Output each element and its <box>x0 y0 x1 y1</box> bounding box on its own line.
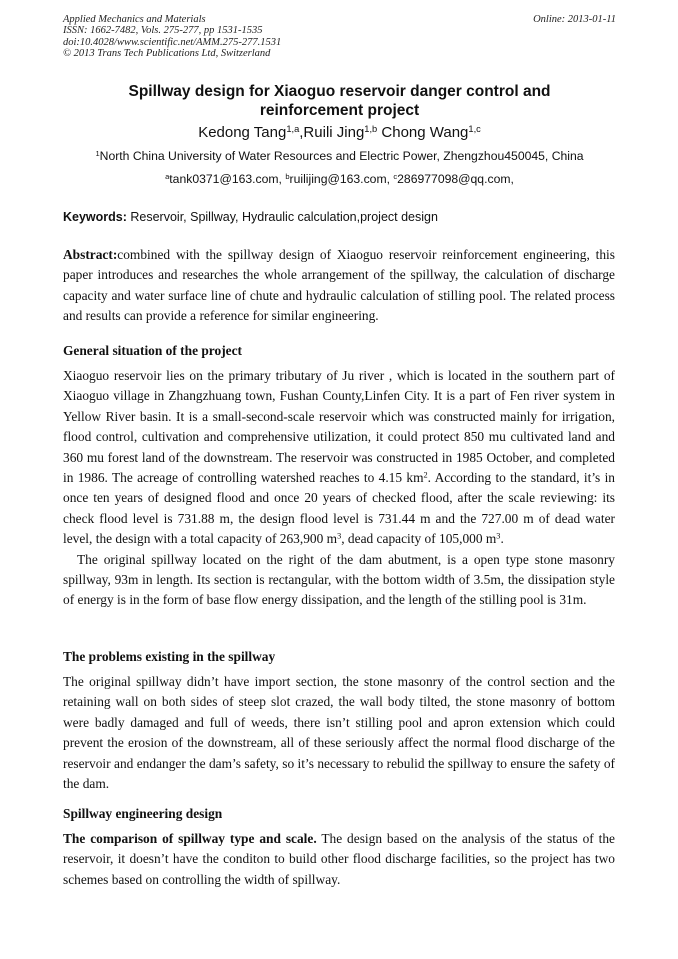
keywords-label: Keywords: <box>63 210 127 224</box>
keywords-text: Reservoir, Spillway, Hydraulic calculation,project design <box>126 210 438 224</box>
title-line-1: Spillway design for Xiaoguo reservoir danger control and <box>128 83 551 100</box>
affiliation-sup: 1 <box>95 148 100 158</box>
keywords <box>63 209 616 225</box>
author-name: ,Ruili Jing <box>299 124 365 141</box>
abstract-label: Abstract: <box>63 247 118 262</box>
paragraph-lead: The comparison of spillway type and scale. <box>63 831 317 846</box>
paragraph-text: , dead capacity of 105,000 m <box>341 531 497 547</box>
paragraph <box>63 829 615 890</box>
issn-line: ISSN: 1662-7482, Vols. 275-277, pp 1531-1535 <box>63 25 263 37</box>
superscript: 3 <box>496 531 501 541</box>
title-line-2: reinforcement project <box>259 102 420 119</box>
email-address: ruilijing@163.com, <box>289 172 394 186</box>
affiliation-text: North China University of Water Resources and Electric Power, Zhengzhou450045, China <box>99 149 584 163</box>
paragraph-text: The design based on the analysis of the status of the reservoir, it doesn’t have the conditon to build other flood discharge facilities, so the project has two schemes based on controlling the width of spillway. <box>63 831 615 887</box>
paragraph-text: Xiaoguo reservoir lies on the primary tributary of Ju river , which is located in the southern part of Xiaoguo village in Zhangzhuang town, Fushan County,Linfen City. It is a part of Fen river system in Yellow River basin. It is a small-second-scale reservoir which was constructed mainly for irrigation, flood control, cultivation and comprehensive utilization, it could protect 850 mu cultivated land and 360 mu forest land of the downstream. The reservoir was constructed in 1985 October, and completed in 1986. The acreage of controlling watershed reaches to 4.15 km <box>63 368 615 486</box>
online-date: Online: 2013-01-11 <box>533 14 616 25</box>
journal-name: Applied Mechanics and Materials <box>63 14 206 25</box>
author-sup: 1,b <box>364 123 378 134</box>
email-list <box>63 172 616 187</box>
journal-header <box>63 14 616 59</box>
author-name: Chong Wang <box>377 124 469 141</box>
affiliation <box>63 149 616 164</box>
abstract-text: combined with the spillway design of Xiaoguo reservoir reinforcement engineering, this paper introduces and researches the whole arrangement of the spillway, the calculation of discharge capacity and water surface line of chute and hydraulic calculation of stilling pool. The related process and results can provide a reference for similar engineering. <box>63 247 615 324</box>
copyright-line: © 2013 Trans Tech Publications Ltd, Switzerland <box>63 47 271 59</box>
paper-title <box>63 82 616 120</box>
superscript: 2 <box>423 470 428 480</box>
paragraph <box>63 366 615 550</box>
section-design-body <box>63 829 615 890</box>
section-heading-problems: The problems existing in the spillway <box>63 649 276 664</box>
superscript: 3 <box>337 531 342 541</box>
section-problems-body <box>63 672 615 794</box>
author-list <box>63 124 616 142</box>
email-address: 286977098@qq.com, <box>397 172 514 186</box>
doi-line: doi:10.4028/www.scientific.net/AMM.275-277.1531 <box>63 36 282 48</box>
author-sup: 1,a <box>286 123 300 134</box>
paragraph: The original spillway didn’t have import section, the stone masonry of the control section and the retaining wall on both sides of steep slot crazed, the wall body tilted, the stone masonry of bottom were badly damaged and full of weeds, there isn’t stilling pool and apron extension which could prevent the erosion of the downstream, all of these seriously affect the normal flood discharge of the reservoir and endanger the dam’s safety, so it’s necessary to rebulid the spillway to ensure the safety of the dam. <box>63 674 615 792</box>
paragraph-text: . <box>500 531 504 547</box>
email-sup: c <box>393 171 398 181</box>
author-sup: 1,c <box>468 123 481 134</box>
paragraph: The original spillway located on the right of the dam abutment, is a open type stone masonry spillway, 93m in length. Its section is rectangular, with the bottom width of 3.5m, the dissipation style of energy is in the form of base flow energy dissipation, and the length of the stilling pool is 31m. <box>63 551 615 608</box>
abstract <box>63 245 615 327</box>
email-address: tank0371@163.com, <box>169 172 286 186</box>
section-general-body <box>63 366 615 611</box>
email-sup: b <box>285 171 290 181</box>
section-heading-general: General situation of the project <box>63 343 243 358</box>
email-sup: a <box>165 171 170 181</box>
author-name: Kedong Tang <box>198 124 287 141</box>
paragraph-text: . According to the standard, it’s in once ten years of designed flood and once 20 years of checked flood, after the scale reviewing: its check flood level is 731.88 m, the design flood level is 731.44 m and the 727.00 m of dead water level, the design with a total capacity of 263,900 m <box>63 470 615 547</box>
section-heading-design: Spillway engineering design <box>63 806 223 821</box>
